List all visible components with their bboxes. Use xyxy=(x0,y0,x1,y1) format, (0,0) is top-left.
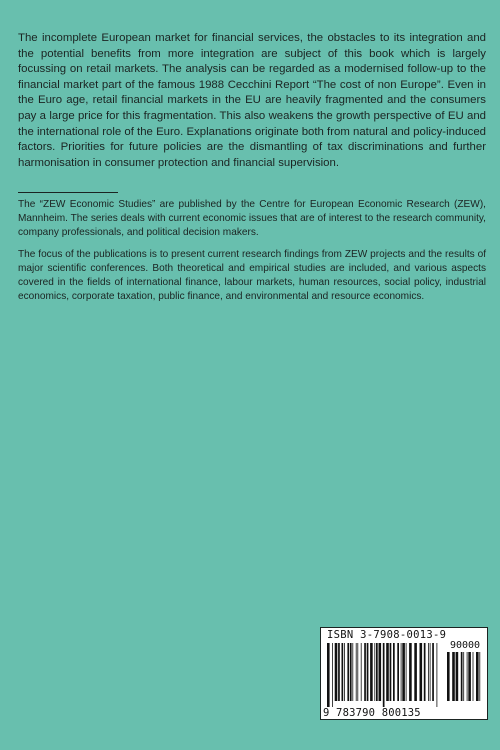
series-paragraph-1: The “ZEW Economic Studies” are published by the Centre for European Economic Research (ZEW), Mannheim. The series deals with current economic issues that are of interest to the research community, company professionals, and political decision makers. xyxy=(18,199,486,238)
barcode-digits: 9 783790 800135 xyxy=(323,707,421,719)
barcode-bars-icon xyxy=(327,643,439,707)
barcode-addon-digits: 90000 xyxy=(449,640,481,651)
book-description: The incomplete European market for financial services, the obstacles to its integration and the potential benefits from more integration are subject of this book which is largely focussing on retail markets. The analysis can be regarded as a modernised follow-up to the financial market part of the famous 1988 Cecchini Report “The cost of non Europe”. Even in the Euro age, retail financial markets in the EU are heavily fragmented and the consumers pay a large price for this fragmentation. This also weakens the growth perspective of EU and the international role of the Euro. Explanations originate both from natural and policy-induced factors. Priorities for future policies are the dismantling of tax discriminations and further harmonisation in consumer protection and financial supervision. xyxy=(18,32,486,169)
isbn-barcode xyxy=(320,627,488,720)
barcode-addon-bars-icon xyxy=(447,652,483,707)
series-paragraph-2: The focus of the publications is to present current research findings from ZEW projects and the results of major scientific conferences. Both theoretical and empirical studies are included, and various aspects covered in the fields of international finance, labour markets, human resources, social policy, industrial economics, corporate taxation, public finance, and environmental and resource economics. xyxy=(18,249,486,302)
series-description xyxy=(18,198,486,312)
isbn-label: ISBN 3-7908-0013-9 xyxy=(327,629,447,641)
section-divider xyxy=(18,192,118,193)
